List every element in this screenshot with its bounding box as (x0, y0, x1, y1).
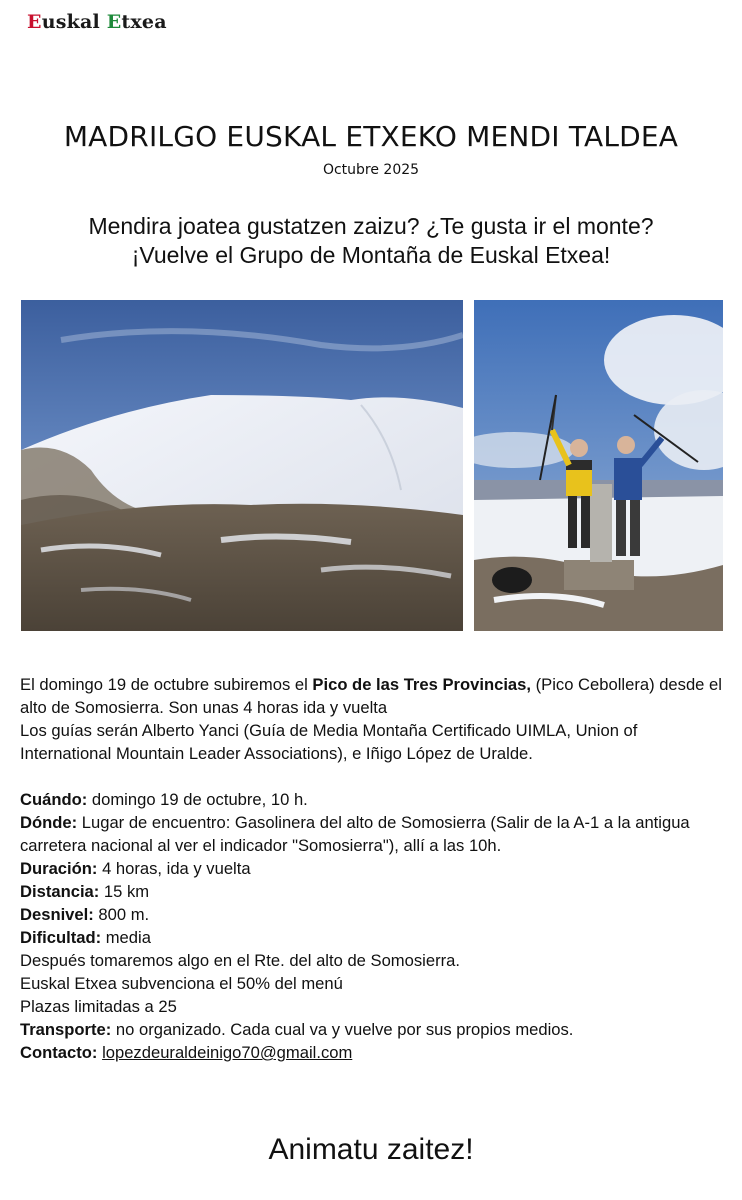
detail-dificultad (20, 926, 730, 949)
mountain-photo (21, 300, 463, 631)
duracion-value: 4 horas, ida y vuelta (97, 859, 251, 878)
headline (0, 212, 742, 270)
dificultad-label: Dificultad: (20, 928, 102, 947)
logo-word-uskal: uskal (41, 11, 107, 33)
detail-transporte (20, 1018, 730, 1041)
headline-line-2: ¡Vuelve el Grupo de Montaña de Euskal Etxea! (131, 242, 611, 268)
distancia-label: Distancia: (20, 882, 100, 901)
event-description (20, 673, 730, 1064)
contacto-label: Contacto: (20, 1043, 98, 1062)
intro-text-a: El domingo 19 de octubre subiremos el (20, 675, 313, 694)
detail-duracion (20, 857, 730, 880)
desnivel-label: Desnivel: (20, 905, 94, 924)
detail-contacto (20, 1041, 730, 1064)
headline-line-1: Mendira joatea gustatzen zaizu? ¿Te gusta ir el monte? (88, 213, 654, 239)
detail-plazas: Plazas limitadas a 25 (20, 997, 177, 1016)
detail-desnivel (20, 903, 730, 926)
duracion-label: Duración: (20, 859, 98, 878)
detail-comida: Después tomaremos algo en el Rte. del alto de Somosierra. (20, 951, 460, 970)
intro-text-c: (Pico Cebollera) desde el alto de Somosierra. Son unas 4 horas ida y vuelta (20, 675, 722, 717)
page-title: MADRILGO EUSKAL ETXEKO MENDI TALDEA (63, 120, 679, 153)
detail-distancia (20, 880, 730, 903)
cuando-value: domingo 19 de octubre, 10 h. (87, 790, 308, 809)
intro-paragraph (20, 673, 730, 719)
donde-label: Dónde: (20, 813, 78, 832)
detail-cuando (20, 788, 730, 811)
logo-word-txea: txea (121, 11, 167, 33)
dificultad-value: media (101, 928, 151, 947)
contact-email-link[interactable]: lopezdeuraldeinigo70@gmail.com (102, 1043, 353, 1062)
desnivel-value: 800 m. (93, 905, 150, 924)
detail-subvencion: Euskal Etxea subvenciona el 50% del menú (20, 974, 343, 993)
closing-slogan: Animatu zaitez! (268, 1133, 474, 1166)
intro-peak-name: Pico de las Tres Provincias, (312, 675, 532, 694)
guides-paragraph: Los guías serán Alberto Yanci (Guía de Media Montaña Certificado UIMLA, Union of International Mountain Leader Associations), e Iñigo López de Uralde. (20, 721, 638, 763)
transporte-label: Transporte: (20, 1020, 112, 1039)
distancia-value: 15 km (99, 882, 150, 901)
donde-value: Lugar de encuentro: Gasolinera del alto de Somosierra (Salir de la A-1 a la antigua carretera nacional al ver el indicador "Somosierra"), allí a las 10h. (20, 813, 690, 855)
page-date: Octubre 2025 (322, 162, 420, 178)
cuando-label: Cuándo: (20, 790, 88, 809)
logo-letter-e: E (27, 11, 42, 33)
transporte-value: no organizado. Cada cual va y vuelve por sus propios medios. (111, 1020, 574, 1039)
logo-letter-e2: E (106, 11, 122, 33)
euskal-etxea-logo (27, 11, 167, 33)
hikers-photo (474, 300, 723, 631)
detail-donde (20, 811, 730, 857)
